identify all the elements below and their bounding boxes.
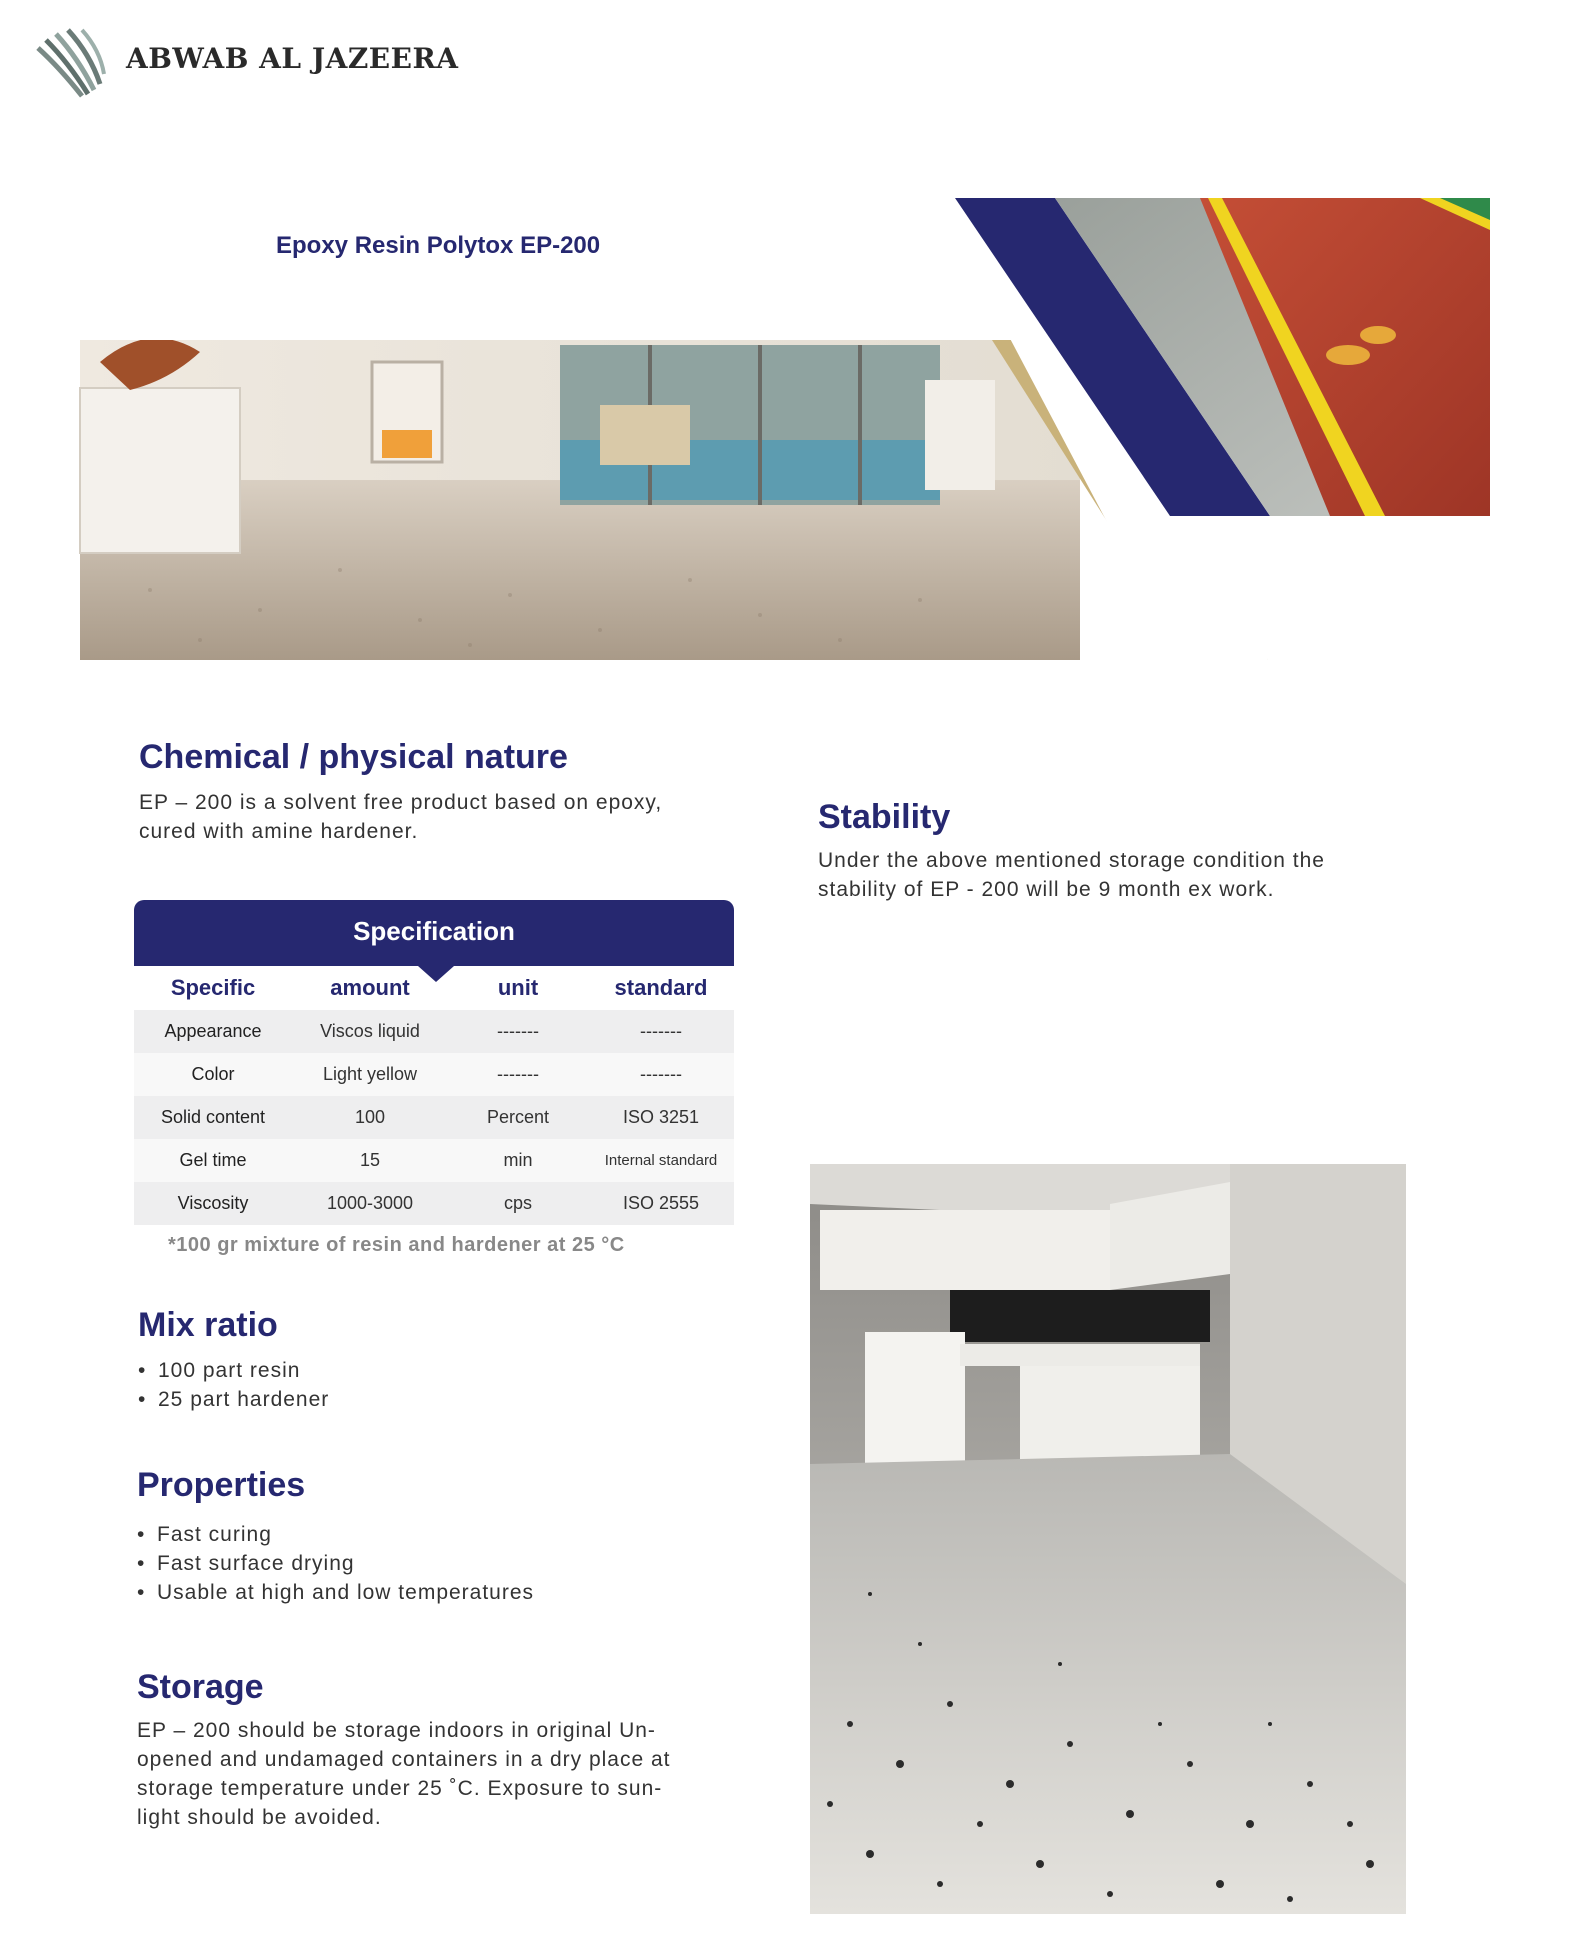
column-header-unit: unit: [497, 975, 539, 1000]
storage-line-3: storage temperature under 25 ˚C. Exposure to sun-: [137, 1777, 663, 1800]
cell-unit: -------: [497, 1064, 539, 1084]
cell-amount: Light yellow: [322, 1064, 418, 1084]
column-header-standard: standard: [614, 975, 708, 1000]
cell-amount: Viscos liquid: [320, 1021, 420, 1041]
properties-list: [137, 1520, 534, 1607]
list-item: • 25 part hardener: [138, 1385, 329, 1414]
cell-amount: 1000-3000: [326, 1193, 414, 1213]
storage-text: [137, 1716, 671, 1832]
cell-standard: Internal standard: [604, 1152, 718, 1169]
hero-banner: [0, 140, 1576, 680]
list-item: • 100 part resin: [138, 1356, 329, 1385]
specification-notch: [418, 966, 454, 982]
chemical-text: [139, 788, 662, 846]
cell-standard: -------: [640, 1064, 682, 1084]
list-item: • Usable at high and low temperatures: [137, 1578, 534, 1607]
cell-standard: ISO 2555: [622, 1193, 700, 1213]
storage-line-4: light should be avoided.: [137, 1806, 382, 1829]
cell-unit: Percent: [486, 1107, 550, 1127]
chemical-line-1: EP – 200 is a solvent free product based on epoxy,: [139, 791, 663, 814]
cell-amount: 100: [354, 1107, 386, 1127]
stability-text: [818, 846, 1325, 904]
properties-heading: Properties: [137, 1466, 306, 1504]
specification-note: *100 gr mixture of resin and hardener at 25 °C: [168, 1234, 625, 1256]
stability-line-1: Under the above mentioned storage condition the: [818, 849, 1325, 872]
cell-unit: -------: [497, 1021, 539, 1041]
table-row: [134, 1182, 734, 1225]
cell-standard: ISO 3251: [622, 1107, 700, 1127]
mix-ratio-heading: Mix ratio: [138, 1306, 278, 1344]
cell-amount: 15: [359, 1150, 381, 1170]
cell-standard: -------: [640, 1021, 682, 1041]
stability-line-2: stability of EP - 200 will be 9 month ex work.: [818, 878, 1275, 901]
kitchen-floor-photo: [810, 1164, 1406, 1914]
stability-heading: Stability: [818, 798, 951, 836]
table-row: [134, 1010, 734, 1053]
chemical-heading: Chemical / physical nature: [139, 738, 568, 776]
specification-title: Specification: [134, 900, 734, 966]
cell-unit: cps: [503, 1193, 532, 1213]
cell-specific: Gel time: [179, 1150, 247, 1170]
brand-logo-icon: [30, 28, 110, 100]
storage-line-1: EP – 200 should be storage indoors in original Un-: [137, 1719, 656, 1742]
cell-specific: Appearance: [164, 1021, 262, 1041]
product-title: Epoxy Resin Polytox EP-200: [276, 232, 601, 259]
storage-heading: Storage: [137, 1668, 264, 1706]
cell-unit: min: [503, 1150, 533, 1170]
table-row: [134, 1139, 734, 1182]
chemical-line-2: cured with amine hardener.: [139, 820, 419, 843]
cell-specific: Solid content: [160, 1107, 266, 1127]
list-item: • Fast curing: [137, 1520, 534, 1549]
storage-line-2: opened and undamaged containers in a dry place at: [137, 1748, 671, 1771]
cell-specific: Viscosity: [177, 1193, 249, 1213]
specification-body: [134, 1010, 734, 1225]
specification-table: [134, 900, 734, 1225]
column-header-specific: Specific: [170, 975, 256, 1000]
table-row: [134, 1096, 734, 1139]
mix-ratio-list: [138, 1356, 329, 1414]
column-header-amount: amount: [330, 975, 410, 1000]
list-item: • Fast surface drying: [137, 1549, 534, 1578]
cell-specific: Color: [191, 1064, 235, 1084]
brand-name: ABWAB AL JAZEERA: [126, 42, 459, 75]
table-row: [134, 1053, 734, 1096]
